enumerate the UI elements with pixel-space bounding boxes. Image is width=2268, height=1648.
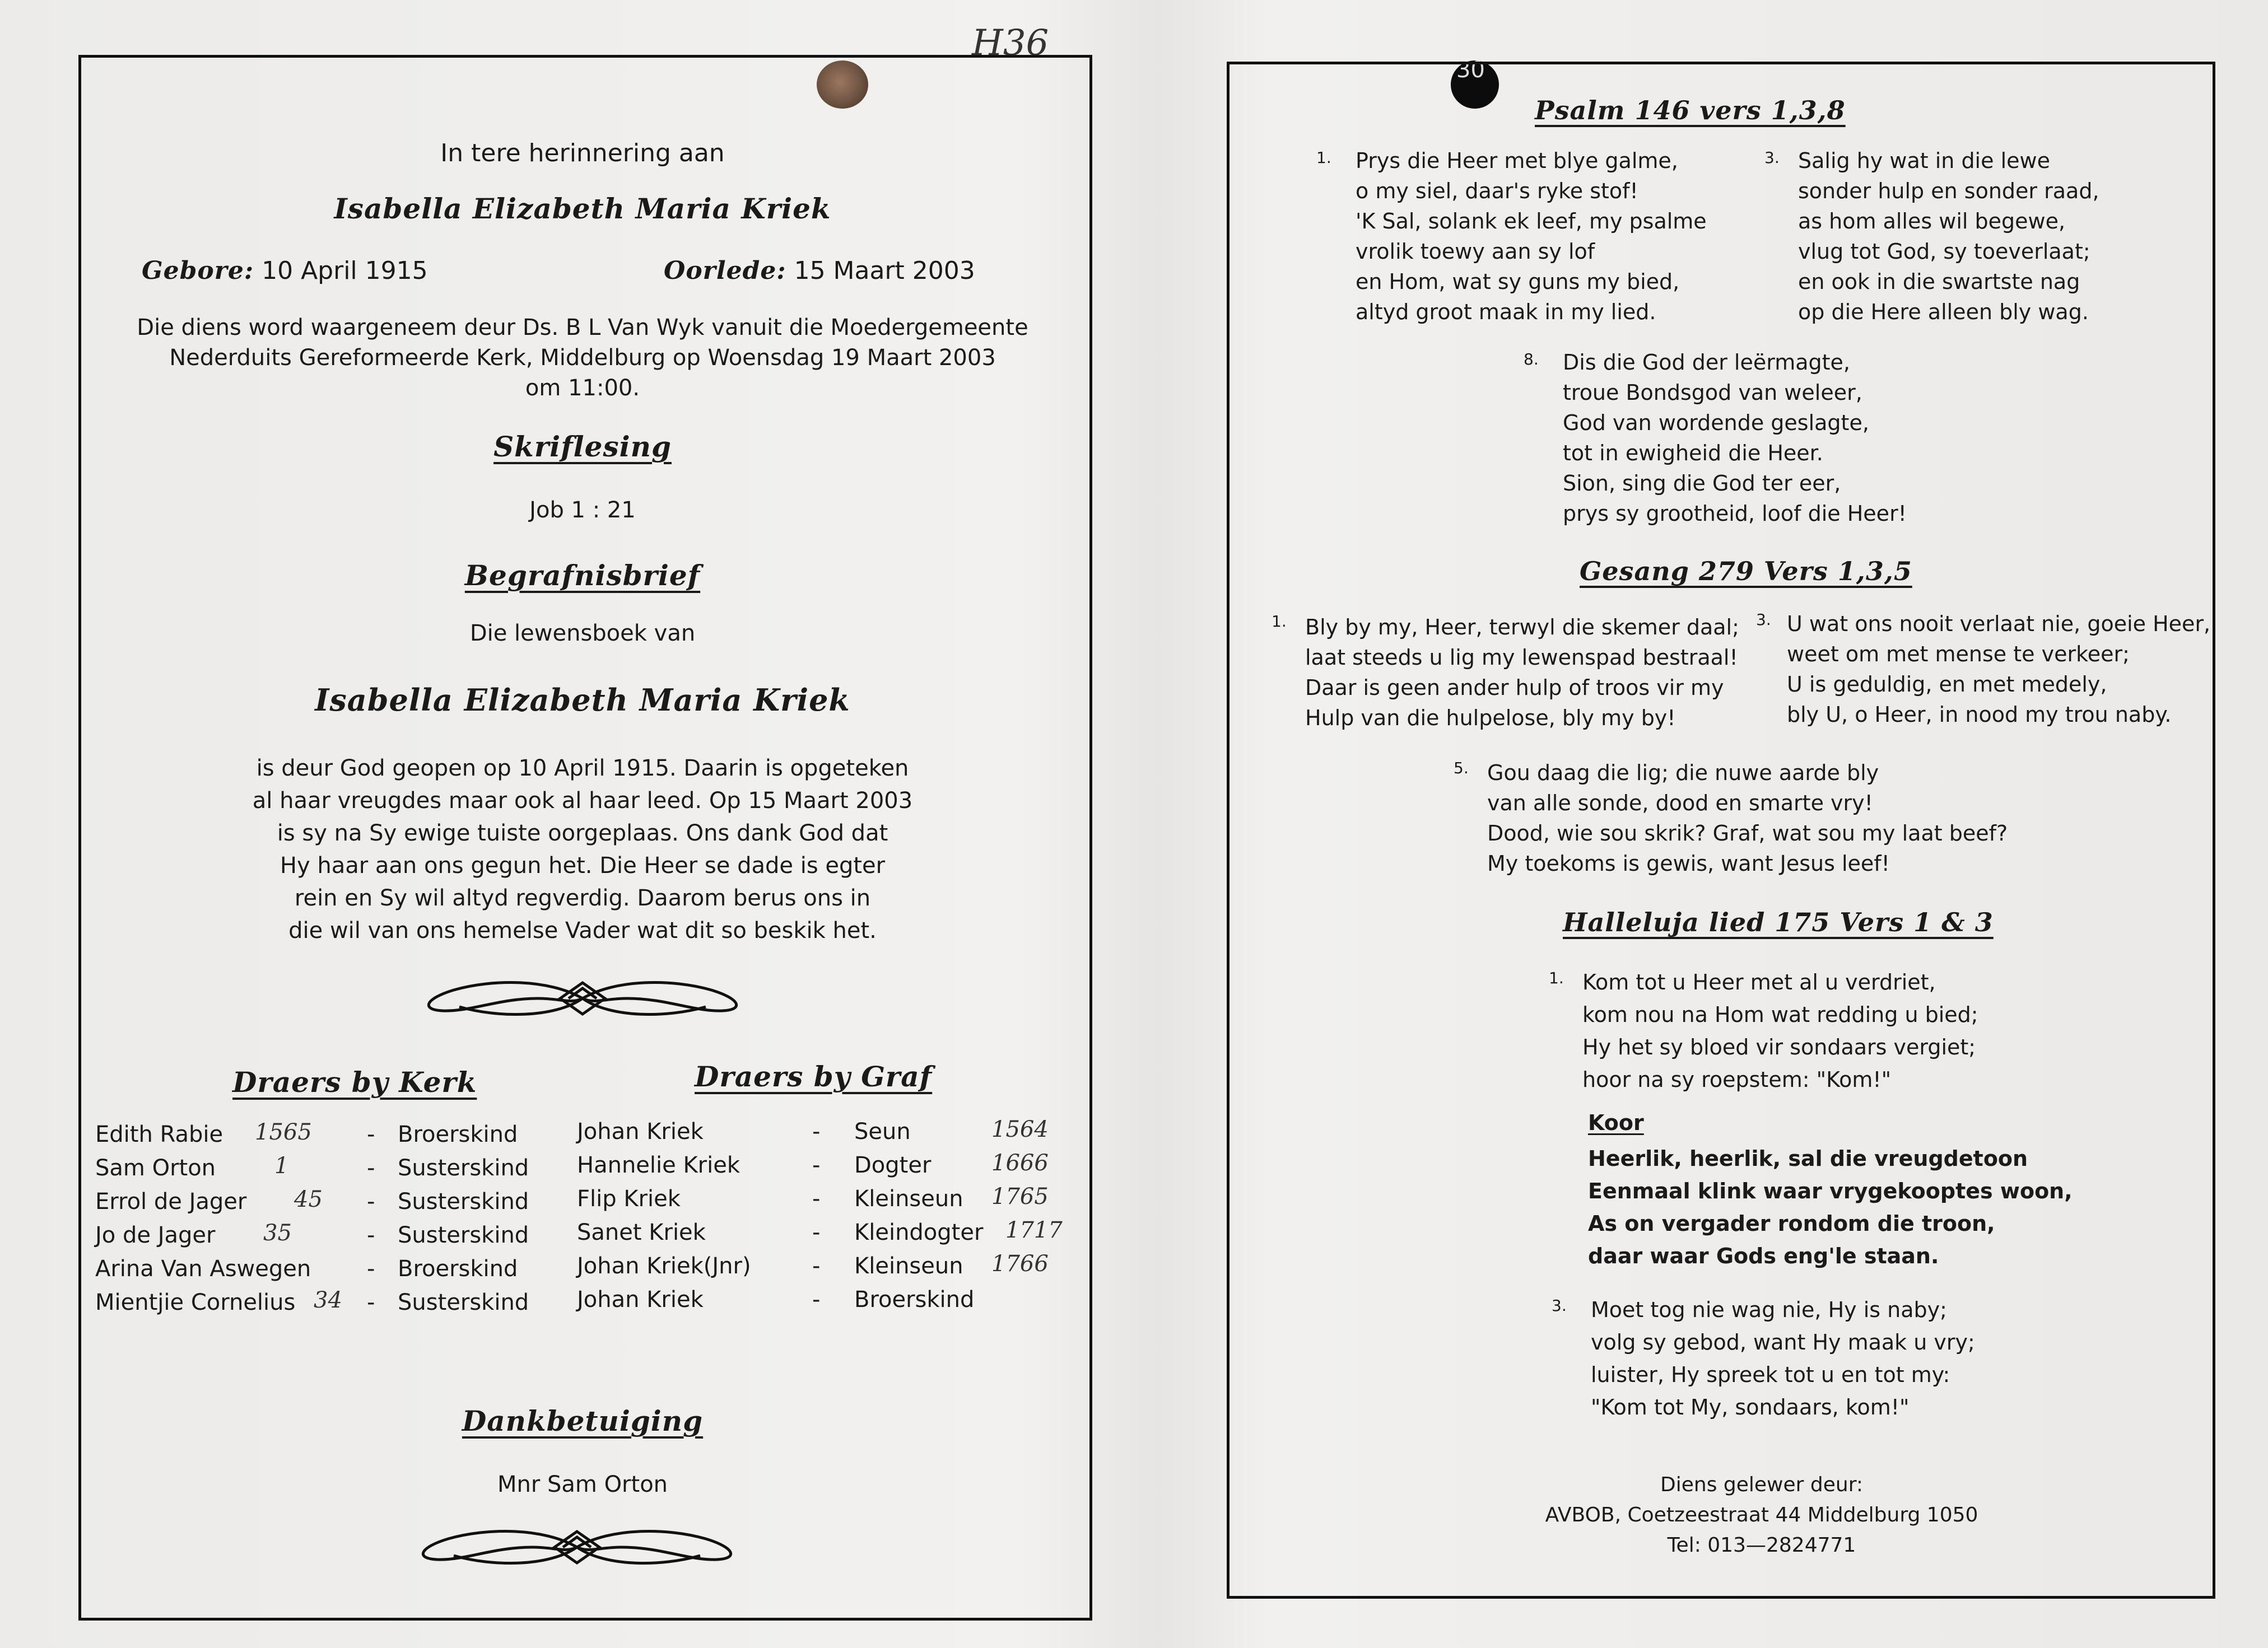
- bearer-name: Flip Kriek: [577, 1186, 681, 1212]
- verse-number: 8.: [1524, 350, 1539, 368]
- bearer-name: Sam Orton: [95, 1155, 216, 1181]
- left-panel: [78, 55, 1092, 1621]
- bearer-note: 1: [274, 1153, 289, 1179]
- right-panel: [1227, 62, 2215, 1599]
- born-line: [142, 256, 428, 285]
- footer-line: Diens gelewer deur:: [1660, 1473, 1863, 1496]
- bearer-dash: -: [812, 1186, 821, 1212]
- verse-line: Dood, wie sou skrik? Graf, wat sou my laat beef?: [1487, 821, 2008, 846]
- verse-line: en ook in die swartste nag: [1798, 269, 2080, 294]
- verse-line: U wat ons nooit verlaat nie, goeie Heer,: [1787, 611, 2211, 636]
- bearer-dash: -: [812, 1253, 821, 1279]
- bearer-dash: -: [812, 1220, 821, 1245]
- letter-line: is sy na Sy ewige tuiste oorgeplaas. Ons dank God dat: [277, 820, 888, 846]
- deceased-name: Isabella Elizabeth Maria Kriek: [334, 192, 831, 225]
- footer-line: AVBOB, Coetzeestraat 44 Middelburg 1050: [1545, 1504, 1978, 1526]
- verse-line: kom nou na Hom wat redding u bied;: [1582, 1002, 1978, 1027]
- psalm-verse-1: [1356, 146, 1707, 327]
- bearer-name: Mientjie Cornelius: [95, 1290, 296, 1315]
- bearer-row: [95, 1155, 577, 1189]
- service-details: [81, 312, 1084, 403]
- verse-line: Moet tog nie wag nie, Hy is naby;: [1591, 1297, 1947, 1322]
- psalm-verse-8: [1563, 347, 1907, 529]
- memorial-intro: In tere herinnering aan: [440, 139, 725, 167]
- gesang-verse-3: [1787, 609, 2210, 730]
- service-line: om 11:00.: [525, 375, 640, 401]
- funeral-letter-intro: Die lewensboek van: [469, 620, 696, 646]
- verse-line: volg sy gebod, want Hy maak u vry;: [1591, 1330, 1975, 1355]
- halleluja-heading: Halleluja lied 175 Vers 1 & 3: [1563, 907, 1994, 937]
- bearer-name: Arina Van Aswegen: [95, 1256, 311, 1282]
- verse-number: 1.: [1272, 612, 1287, 631]
- bearer-row: [95, 1256, 577, 1290]
- bearer-dash: -: [812, 1119, 821, 1145]
- verse-line: Hulp van die hulpelose, bly my by!: [1305, 706, 1676, 730]
- bearer-relation: Seun: [854, 1119, 911, 1145]
- died-line: [664, 256, 975, 285]
- bearer-dash: -: [367, 1256, 375, 1282]
- bearer-note: 34: [314, 1287, 342, 1313]
- verse-number: 1.: [1316, 148, 1331, 167]
- verse-line: vlug tot God, sy toeverlaat;: [1798, 239, 2090, 264]
- verse-line: Sion, sing die God ter eer,: [1563, 471, 1841, 496]
- verse-number: 3.: [1756, 610, 1771, 629]
- chorus-label: Koor: [1588, 1110, 1644, 1135]
- bearer-relation: Broerskind: [398, 1122, 518, 1147]
- bearer-note: 1564: [991, 1117, 1049, 1142]
- gesang-verse-5: [1487, 758, 2008, 879]
- chorus-line: daar waar Gods eng'le staan.: [1588, 1244, 1939, 1268]
- bearer-row: [95, 1119, 577, 1155]
- bearer-note: 1765: [991, 1184, 1049, 1210]
- chorus-text: [1588, 1142, 2073, 1272]
- bearers-grave-list: [577, 1119, 1081, 1320]
- halleluja-verse-3: [1591, 1294, 1975, 1423]
- verse-number: 3.: [1552, 1296, 1567, 1315]
- verse-number: 3.: [1764, 148, 1780, 167]
- verse-line: Gou daag die lig; die nuwe aarde bly: [1487, 760, 1879, 785]
- psalm-heading: Psalm 146 vers 1,3,8: [1535, 95, 1846, 125]
- bearer-dash: -: [367, 1222, 375, 1248]
- bearers-church-list: [95, 1119, 577, 1323]
- scripture-reference: Job 1 : 21: [529, 497, 636, 523]
- bearer-note: 1766: [991, 1251, 1049, 1277]
- letter-line: rein en Sy wil altyd regverdig. Daarom berus ons in: [294, 885, 871, 911]
- bearer-relation: Dogter: [854, 1152, 932, 1178]
- bearer-name: Jo de Jager: [95, 1222, 216, 1248]
- born-label: Gebore:: [142, 256, 254, 285]
- chorus-line: Eenmaal klink waar vrygekooptes woon,: [1588, 1179, 2073, 1203]
- bearers-grave-heading: Draers by Graf: [695, 1060, 933, 1093]
- verse-line: Daar is geen ander hulp of troos vir my: [1305, 675, 1724, 700]
- verse-number: 1.: [1549, 969, 1564, 987]
- service-line: Die diens word waargeneem deur Ds. B L Van Wyk vanuit die Moedergemeente: [137, 315, 1028, 340]
- verse-line: o my siel, daar's ryke stof!: [1356, 179, 1638, 203]
- bearer-row: [577, 1119, 1081, 1152]
- handwritten-page-note: H36: [972, 22, 1049, 64]
- chorus-line: As on vergader rondom die troon,: [1588, 1211, 1995, 1236]
- chorus-line: Heerlik, heerlik, sal die vreugdetoon: [1588, 1146, 2028, 1171]
- bearer-note: 1666: [991, 1150, 1049, 1176]
- flourish-divider-icon: [409, 976, 756, 1021]
- bearer-relation: Kleinseun: [854, 1186, 963, 1212]
- born-date: 10 April 1915: [262, 256, 428, 285]
- funeral-letter-name: Isabella Elizabeth Maria Kriek: [315, 682, 850, 718]
- funeral-letter-text: [81, 752, 1084, 947]
- bearer-row: [95, 1189, 577, 1222]
- verse-number: 5.: [1454, 759, 1469, 777]
- bearer-dash: -: [812, 1152, 821, 1178]
- bearer-name: Hannelie Kriek: [577, 1152, 741, 1178]
- verse-line: en Hom, wat sy guns my bied,: [1356, 269, 1680, 294]
- service-line: Nederduits Gereformeerde Kerk, Middelburg op Woensdag 19 Maart 2003: [169, 345, 996, 371]
- verse-line: altyd groot maak in my lied.: [1356, 300, 1656, 324]
- verse-line: troue Bondsgod van weleer,: [1563, 380, 1862, 405]
- bearer-row: [577, 1287, 1081, 1320]
- verse-line: Kom tot u Heer met al u verdriet,: [1582, 970, 1936, 995]
- bearer-row: [577, 1253, 1081, 1287]
- verse-line: vrolik toewy aan sy lof: [1356, 239, 1595, 264]
- bearer-row: [577, 1186, 1081, 1220]
- bearer-row: [95, 1287, 577, 1323]
- bearer-note: 45: [294, 1187, 323, 1212]
- died-date: 15 Maart 2003: [794, 256, 975, 285]
- bearer-dash: -: [367, 1189, 375, 1215]
- bearers-church-heading: Draers by Kerk: [232, 1066, 477, 1099]
- letter-line: Hy haar aan ons gegun het. Die Heer se dade is egter: [280, 853, 886, 879]
- letter-line: al haar vreugdes maar ook al haar leed. Op 15 Maart 2003: [252, 788, 913, 814]
- verse-line: luister, Hy spreek tot u en tot my:: [1591, 1362, 1950, 1387]
- bearer-relation: Broerskind: [854, 1287, 975, 1313]
- verse-line: van alle sonde, dood en smarte vry!: [1487, 791, 1873, 815]
- died-label: Oorlede:: [664, 256, 786, 285]
- thanks-name: Mnr Sam Orton: [497, 1472, 668, 1497]
- bearer-name: Johan Kriek: [577, 1119, 704, 1145]
- verse-line: op die Here alleen bly wag.: [1798, 300, 2089, 324]
- verse-line: God van wordende geslagte,: [1563, 410, 1869, 435]
- bearer-relation: Susterskind: [398, 1189, 529, 1215]
- hole-number-label: 30: [1456, 57, 1485, 83]
- bearer-name: Sanet Kriek: [577, 1220, 706, 1245]
- verse-line: U is geduldig, en met medely,: [1787, 672, 2107, 697]
- scripture-heading: Skriflesing: [493, 430, 672, 463]
- verse-line: My toekoms is gewis, want Jesus leef!: [1487, 851, 1890, 876]
- bearer-dash: -: [812, 1287, 821, 1313]
- gesang-heading: Gesang 279 Vers 1,3,5: [1580, 556, 1912, 586]
- bearer-name: Errol de Jager: [95, 1189, 247, 1215]
- verse-line: Hy het sy bloed vir sondaars vergiet;: [1582, 1035, 1976, 1059]
- bearer-name: Johan Kriek(Jnr): [577, 1253, 751, 1279]
- verse-line: weet om met mense te verkeer;: [1787, 642, 2130, 666]
- letter-line: die wil van ons hemelse Vader wat dit so beskik het.: [288, 918, 877, 944]
- thanks-heading: Dankbetuiging: [462, 1404, 704, 1437]
- verse-line: bly U, o Heer, in nood my trou naby.: [1787, 702, 2172, 727]
- funeral-provider-footer: [1482, 1470, 2042, 1561]
- bearer-relation: Broerskind: [398, 1256, 518, 1282]
- bearer-note: 1717: [1005, 1217, 1063, 1243]
- bearer-dash: -: [367, 1122, 375, 1147]
- verse-line: hoor na sy roepstem: "Kom!": [1582, 1067, 1892, 1092]
- bearer-relation: Susterskind: [398, 1290, 529, 1315]
- bearer-row: [577, 1217, 1081, 1253]
- funeral-letter-heading: Begrafnisbrief: [464, 559, 701, 592]
- letter-line: is deur God geopen op 10 April 1915. Daarin is opgeteken: [256, 755, 909, 781]
- verse-line: laat steeds u lig my lewenspad bestraal!: [1305, 645, 1738, 670]
- verse-line: prys sy grootheid, loof die Heer!: [1563, 501, 1907, 526]
- verse-line: Dis die God der leërmagte,: [1563, 350, 1850, 375]
- verse-line: as hom alles wil begewe,: [1798, 209, 2066, 234]
- bearer-row: [95, 1222, 577, 1256]
- bearer-dash: -: [367, 1290, 375, 1315]
- bearer-dash: -: [367, 1155, 375, 1181]
- bearer-name: Edith Rabie: [95, 1122, 223, 1147]
- verse-line: Prys die Heer met blye galme,: [1356, 148, 1678, 173]
- gesang-verse-1: [1305, 612, 1739, 733]
- psalm-verse-3: [1798, 146, 2099, 327]
- verse-line: "Kom tot My, sondaars, kom!": [1591, 1395, 1910, 1420]
- bearer-relation: Kleindogter: [854, 1220, 984, 1245]
- halleluja-verse-1: [1582, 966, 1978, 1096]
- bearer-relation: Kleinseun: [854, 1253, 963, 1279]
- bearer-name: Johan Kriek: [577, 1287, 704, 1313]
- verse-line: Bly by my, Heer, terwyl die skemer daal;: [1305, 615, 1739, 639]
- bearer-note: 1565: [255, 1119, 312, 1145]
- bearer-relation: Susterskind: [398, 1222, 529, 1248]
- verse-line: sonder hulp en sonder raad,: [1798, 179, 2099, 203]
- bearer-note: 35: [263, 1220, 292, 1246]
- verse-line: tot in ewigheid die Heer.: [1563, 441, 1823, 465]
- verse-line: Salig hy wat in die lewe: [1798, 148, 2050, 173]
- bearer-relation: Susterskind: [398, 1155, 529, 1181]
- verse-line: 'K Sal, solank ek leef, my psalme: [1356, 209, 1707, 234]
- bearer-row: [577, 1152, 1081, 1186]
- footer-line: Tel: 013—2824771: [1667, 1534, 1856, 1557]
- flourish-divider-icon: [403, 1525, 751, 1570]
